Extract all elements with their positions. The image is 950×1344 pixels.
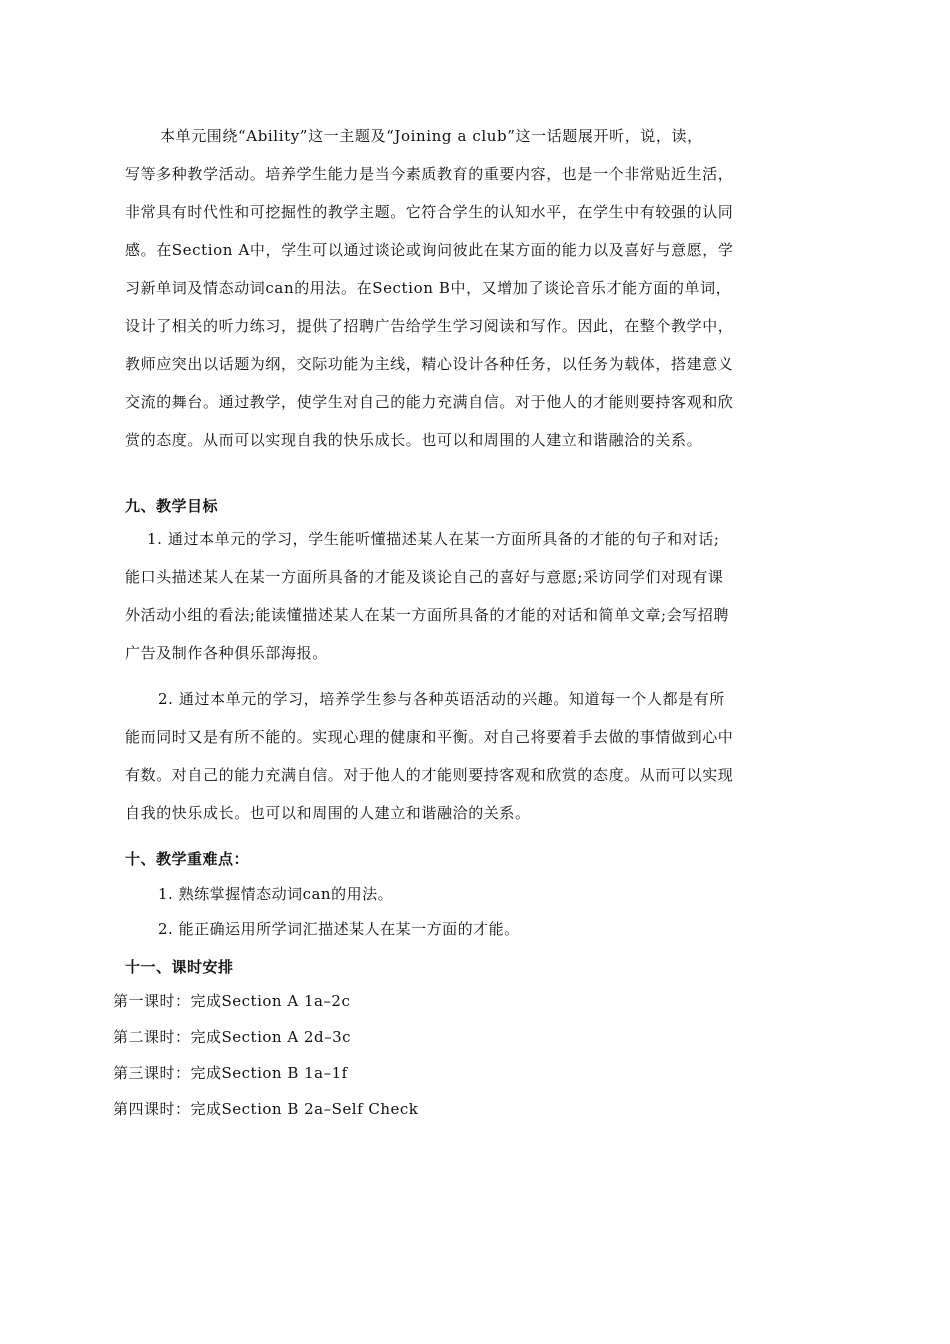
intro-line: 交流的舞台。通过教学，使学生对自己的能力充满自信。对于他人的才能则要持客观和欣 <box>125 393 734 411</box>
intro-line: 本单元围绕“Ability”这一主题及“Joining a club”这一话题展开听，说，读， <box>160 127 703 145</box>
objective-line: 有数。对自己的能力充满自信。对于他人的才能则要持客观和欣赏的态度。从而可以实现 <box>125 766 734 784</box>
intro-line: 教师应突出以话题为纲，交际功能为主线，精心设计各种任务，以任务为载体，搭建意义 <box>125 355 734 373</box>
objective-line: 外活动小组的看法;能读懂描述某人在某一方面所具备的才能的对话和简单文章;会写招聘 <box>125 606 730 624</box>
section-heading-schedule: 十一、课时安排 <box>125 958 234 976</box>
objective-item-1 <box>125 520 729 672</box>
objective-line: 2. 通过本单元的学习，培养学生参与各种英语活动的兴趣。知道每一个人都是有所 <box>158 690 725 708</box>
intro-paragraph <box>125 117 733 459</box>
key-point-item-2: 2. 能正确运用所学词汇描述某人在某一方面的才能。 <box>158 920 520 938</box>
objective-line: 能而同时又是有所不能的。实现心理的健康和平衡。对自己将要着手去做的事情做到心中 <box>125 728 734 746</box>
objective-line: 自我的快乐成长。也可以和周围的人建立和谐融洽的关系。 <box>125 804 531 822</box>
section-heading-key-points: 十、教学重难点： <box>125 850 250 868</box>
objective-line: 能口头描述某人在某一方面所具备的才能及谈论自己的喜好与意愿;采访同学们对现有课 <box>125 568 724 586</box>
objective-line: 1. 通过本单元的学习，学生能听懂描述某人在某一方面所具备的才能的句子和对话; <box>147 530 720 548</box>
intro-line: 赏的态度。从而可以实现自我的快乐成长。也可以和周围的人建立和谐融洽的关系。 <box>125 431 703 449</box>
intro-line: 设计了相关的听力练习，提供了招聘广告给学生学习阅读和写作。因此，在整个教学中， <box>125 317 734 335</box>
intro-line: 非常具有时代性和可挖掘性的教学主题。它符合学生的认知水平，在学生中有较强的认同 <box>125 203 734 221</box>
objective-line: 广告及制作各种俱乐部海报。 <box>125 644 328 662</box>
intro-line: 写等多种教学活动。培养学生能力是当今素质教育的重要内容，也是一个非常贴近生活， <box>125 165 734 183</box>
section-heading-objectives: 九、教学目标 <box>125 497 219 515</box>
lesson-item-1: 第一课时：完成Section A 1a–2c <box>113 992 351 1010</box>
objective-item-2 <box>125 680 733 832</box>
lesson-item-4: 第四课时：完成Section B 2a–Self Check <box>113 1100 419 1118</box>
lesson-item-2: 第二课时：完成Section A 2d–3c <box>113 1028 352 1046</box>
lesson-item-3: 第三课时：完成Section B 1a–1f <box>113 1064 348 1082</box>
intro-line: 习新单词及情态动词can的用法。在Section B中，又增加了谈论音乐才能方面的单词， <box>125 279 732 297</box>
key-point-item-1: 1. 熟练掌握情态动词can的用法。 <box>158 885 394 903</box>
intro-line: 感。在Section A中，学生可以通过谈论或询问彼此在某方面的能力以及喜好与意愿，学 <box>125 241 734 259</box>
